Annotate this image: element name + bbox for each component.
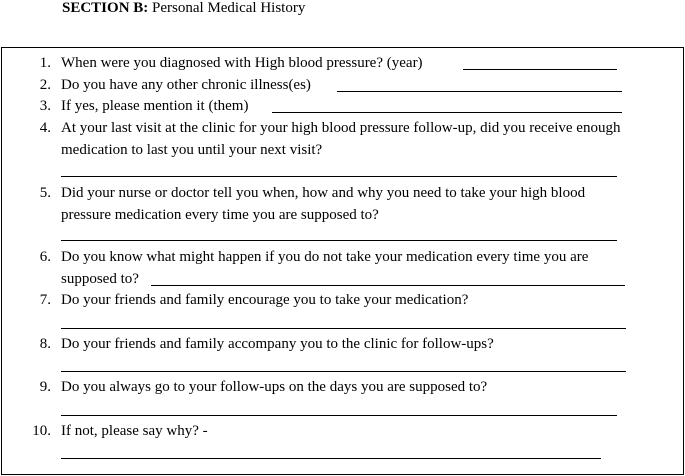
question-text: Do you always go to your follow-ups on the days you are supposed to? <box>61 379 488 395</box>
question-text-continued: medication to last you until your next visit? <box>61 142 323 158</box>
question-number: 4. <box>39 120 51 136</box>
answer-line[interactable] <box>61 415 617 416</box>
question-text: Do your friends and family encourage you to take your medication? <box>61 292 469 308</box>
section-title-text: Personal Medical History <box>152 0 306 16</box>
question-text: When were you diagnosed with High blood pressure? (year) <box>61 55 423 71</box>
question-number: 7. <box>39 292 51 308</box>
answer-line[interactable] <box>151 285 625 286</box>
answer-line[interactable] <box>61 240 617 241</box>
question-text-continued: supposed to? <box>61 271 139 287</box>
answer-line[interactable] <box>61 328 626 329</box>
question-text: Do you have any other chronic illness(es) <box>61 77 311 93</box>
question-text: If yes, please mention it (them) <box>61 98 249 114</box>
question-number: 2. <box>39 77 51 93</box>
answer-line[interactable] <box>337 91 622 92</box>
question-text: Do your friends and family accompany you to the clinic for follow-ups? <box>61 336 494 352</box>
answer-line[interactable] <box>272 112 622 113</box>
question-number: 8. <box>39 336 51 352</box>
question-text-continued: pressure medication every time you are supposed to? <box>61 207 379 223</box>
question-text: Did your nurse or doctor tell you when, how and why you need to take your high blood <box>61 185 586 201</box>
question-text: At your last visit at the clinic for your high blood pressure follow-up, did you receive enough <box>61 120 621 136</box>
section-label: SECTION B: <box>62 0 149 16</box>
questionnaire-form <box>1 47 684 475</box>
question-text: If not, please say why? - <box>61 423 208 439</box>
question-text: Do you know what might happen if you do not take your medication every time you are <box>61 249 589 265</box>
question-number: 6. <box>39 249 51 265</box>
question-number: 9. <box>39 379 51 395</box>
question-number: 10. <box>32 423 51 439</box>
question-number: 5. <box>39 185 51 201</box>
answer-line[interactable] <box>61 371 626 372</box>
answer-line[interactable] <box>61 458 601 459</box>
question-number: 3. <box>39 98 51 114</box>
section-heading <box>62 0 305 16</box>
answer-line[interactable] <box>61 176 617 177</box>
question-number: 1. <box>39 55 51 71</box>
answer-line[interactable] <box>463 69 617 70</box>
